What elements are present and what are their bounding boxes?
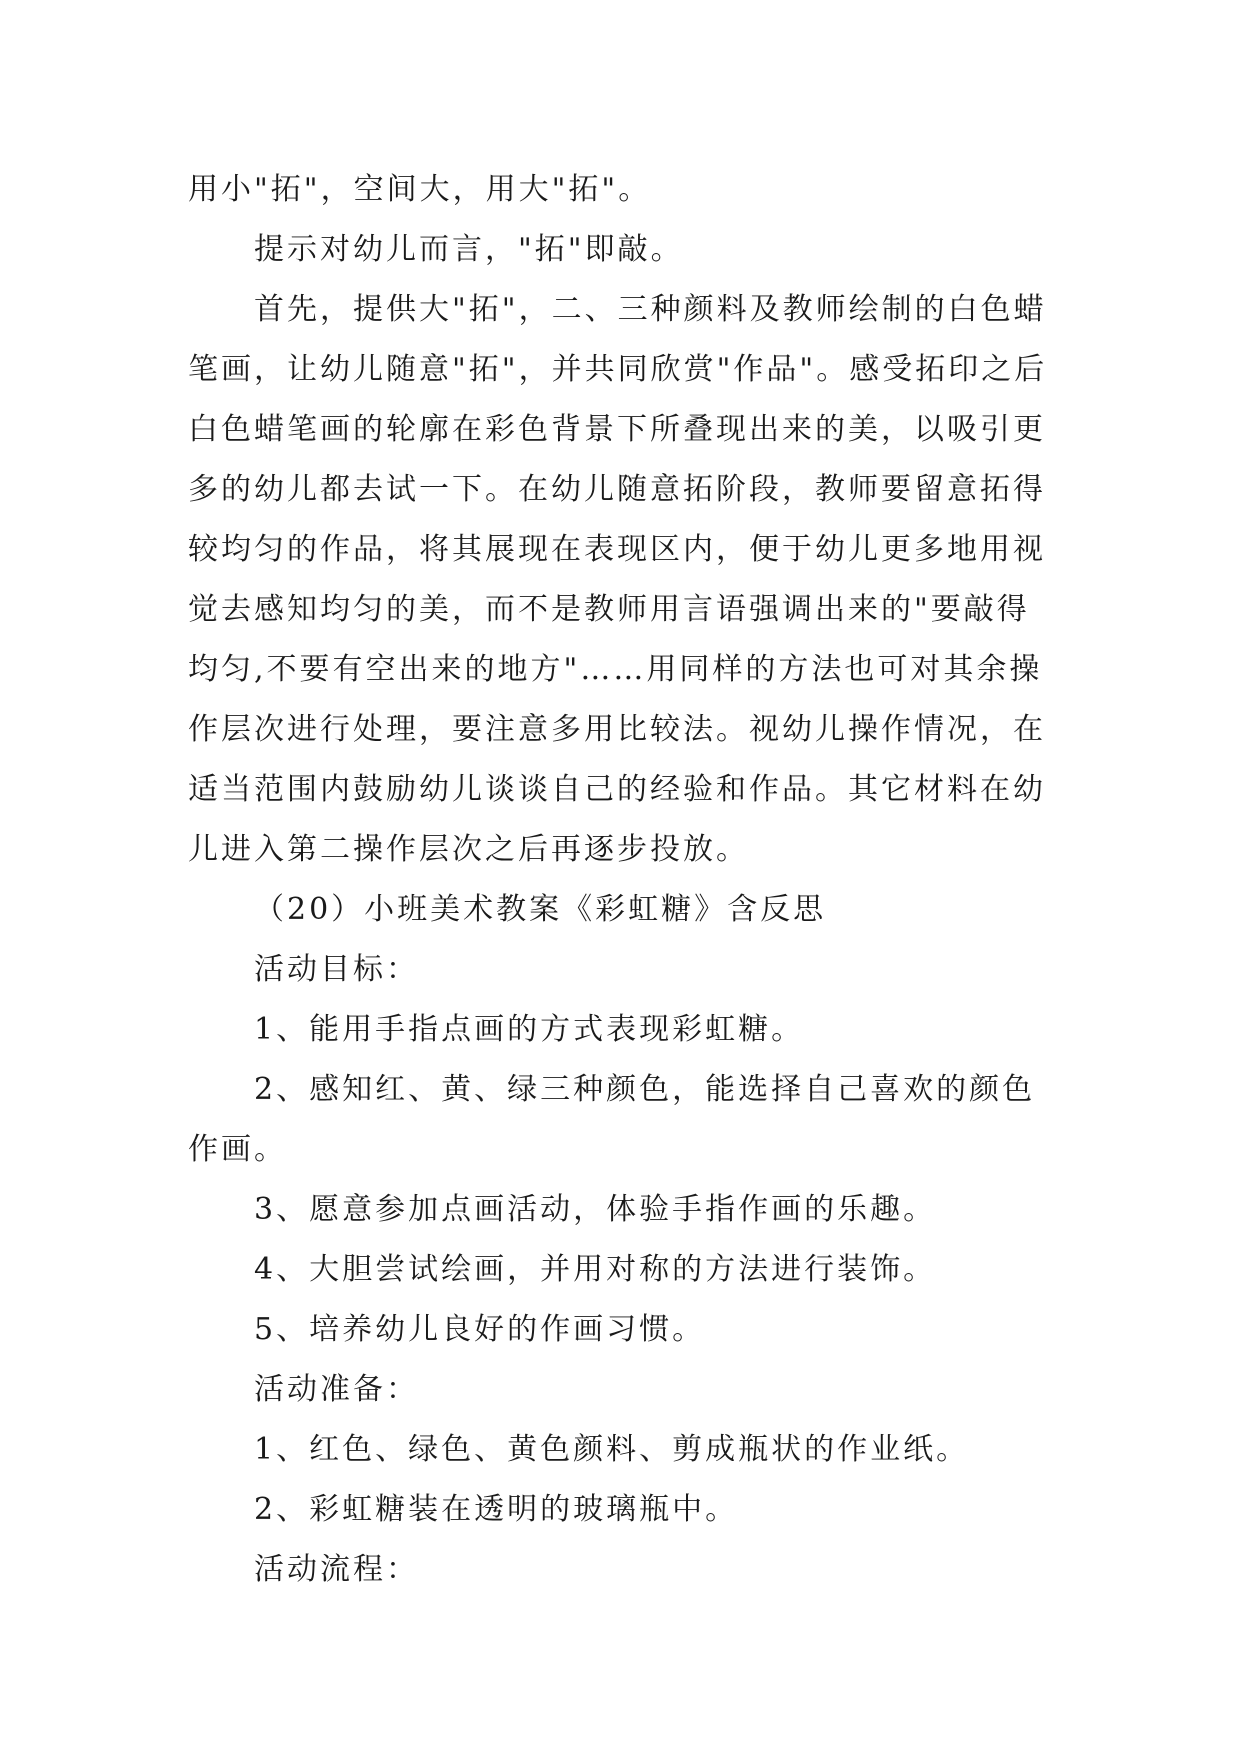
text-line: 作画。 — [188, 1132, 287, 1167]
text-line: 均匀,不要有空出来的地方"……用同样的方法也可对其余操 — [188, 652, 1043, 687]
text-line: 提示对幼儿而言，"拓"即敲。 — [254, 232, 684, 267]
text-line: 觉去感知均匀的美，而不是教师用言语强调出来的"要敲得 — [188, 592, 1030, 627]
list-item: 2、感知红、黄、绿三种颜色，能选择自己喜欢的颜色 — [254, 1072, 1036, 1107]
document-body — [188, 160, 1054, 1600]
subheading-activity-goals: 活动目标： — [254, 952, 419, 987]
text-line: 笔画，让幼儿随意"拓"，并共同欣赏"作品"。感受拓印之后 — [188, 352, 1048, 387]
subheading-activity-prep: 活动准备： — [254, 1372, 419, 1407]
text-line: 白色蜡笔画的轮廓在彩色背景下所叠现出来的美，以吸引更 — [188, 412, 1046, 447]
text-line: 首先，提供大"拓"，二、三种颜料及教师绘制的白色蜡 — [254, 292, 1047, 327]
text-line: 作层次进行处理，要注意多用比较法。视幼儿操作情况，在 — [188, 712, 1046, 747]
list-item: 3、愿意参加点画活动，体验手指作画的乐趣。 — [254, 1192, 937, 1227]
list-item: 1、能用手指点画的方式表现彩虹糖。 — [254, 1012, 805, 1047]
list-item: 2、彩虹糖装在透明的玻璃瓶中。 — [254, 1492, 739, 1527]
text-line: 儿进入第二操作层次之后再逐步投放。 — [188, 832, 749, 867]
text-line: 较均匀的作品，将其展现在表现区内，便于幼儿更多地用视 — [188, 532, 1046, 567]
text-line: 用小"拓"，空间大，用大"拓"。 — [188, 172, 652, 207]
subheading-activity-flow: 活动流程： — [254, 1552, 419, 1587]
list-item: 5、培养幼儿良好的作画习惯。 — [254, 1312, 706, 1347]
section-heading: （20）小班美术教案《彩虹糖》含反思 — [254, 892, 827, 927]
text-line: 适当范围内鼓励幼儿谈谈自己的经验和作品。其它材料在幼 — [188, 772, 1046, 807]
list-item: 4、大胆尝试绘画，并用对称的方法进行装饰。 — [254, 1252, 937, 1287]
list-item: 1、红色、绿色、黄色颜料、剪成瓶状的作业纸。 — [254, 1432, 970, 1467]
text-line: 多的幼儿都去试一下。在幼儿随意拓阶段，教师要留意拓得 — [188, 472, 1046, 507]
